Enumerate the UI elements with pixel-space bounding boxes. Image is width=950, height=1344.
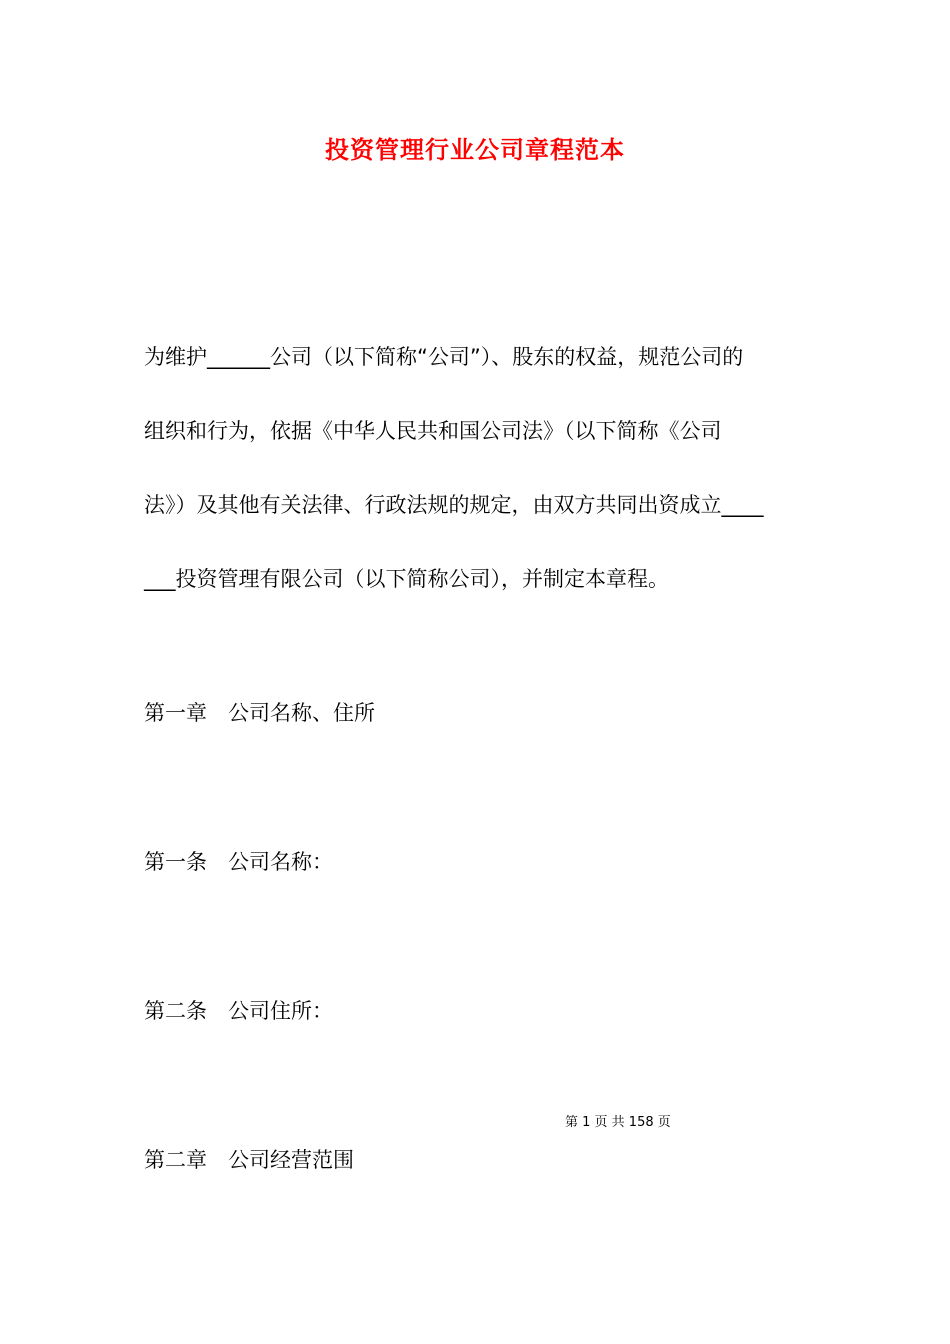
intro-line: ___投资管理有限公司（以下简称公司），并制定本章程。 <box>144 567 669 591</box>
intro-line: 组织和行为，依据《中华人民共和国公司法》（以下简称《公司 <box>144 419 722 443</box>
chapter-2-heading: 第二章 公司经营范围 <box>144 1148 354 1172</box>
document-title: 投资管理行业公司章程范本 <box>325 136 625 164</box>
intro-line: 为维护______公司（以下简称“公司”）、股东的权益，规范公司的 <box>144 345 744 369</box>
page-number-footer: 第 1 页 共 158 页 <box>565 1115 671 1130</box>
article-1-heading: 第一条 公司名称： <box>144 850 333 874</box>
chapter-1-heading: 第一章 公司名称、住所 <box>144 701 375 725</box>
article-2-heading: 第二条 公司住所： <box>144 999 333 1023</box>
intro-paragraph <box>144 320 808 616</box>
intro-line: 法》）及其他有关法律、行政法规的规定，由双方共同出资成立____ <box>144 493 764 517</box>
